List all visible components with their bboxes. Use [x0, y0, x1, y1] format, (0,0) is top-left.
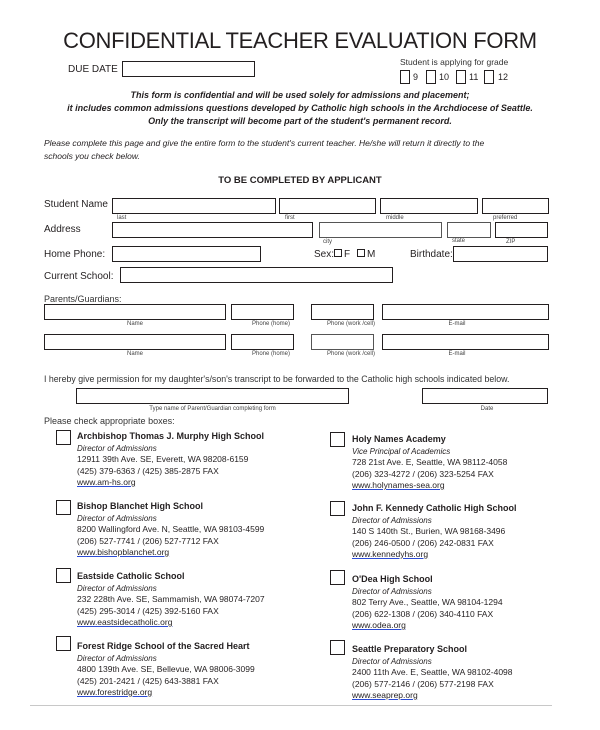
school-phone: (425) 379-6363 / (425) 385-2875 FAX: [77, 465, 219, 476]
school-contact-role: Director of Admissions: [77, 653, 157, 663]
grade-12-label: 12: [498, 72, 509, 82]
school-contact-role: Director of Admissions: [352, 586, 432, 596]
birthdate-field[interactable]: [453, 246, 548, 262]
school-contact-role: Director of Admissions: [77, 583, 157, 593]
bottom-divider: [30, 705, 552, 706]
city-sublabel: city: [323, 239, 332, 245]
current-school-field[interactable]: [120, 267, 393, 283]
middle-sublabel: middle: [386, 215, 404, 221]
school-forest-ridge-checkbox[interactable]: [56, 636, 71, 651]
school-murphy-checkbox[interactable]: [56, 430, 71, 445]
school-address: 802 Terry Ave., Seattle, WA 98104-1294: [352, 597, 503, 607]
student-name-label: Student Name: [44, 199, 108, 210]
school-website-link[interactable]: www.holynames-sea.org: [352, 480, 445, 490]
school-contact-role: Vice Principal of Academics: [352, 446, 451, 456]
grade-12-checkbox[interactable]: [484, 70, 494, 84]
guardians-label: Parents/Guardians:: [44, 294, 122, 304]
school-address: 728 21st Ave. E, Seattle, WA 98112-4058: [352, 457, 508, 467]
guardian-1-email-sublabel: E-mail: [448, 321, 466, 327]
school-website-link[interactable]: www.am-hs.org: [77, 477, 136, 487]
last-name-field[interactable]: [112, 198, 276, 214]
school-phone: (206) 246-0500 / (206) 242-0831 FAX: [352, 537, 494, 548]
school-address: 8200 Wallingford Ave. N, Seattle, WA 98103-4599: [77, 524, 265, 534]
school-address: 4800 139th Ave. SE, Bellevue, WA 98006-3099: [77, 664, 255, 674]
notice-line-3: Only the transcript will become part of the student's permanent record.: [148, 116, 452, 126]
school-holy-names-checkbox[interactable]: [330, 432, 345, 447]
city-field[interactable]: [319, 222, 442, 238]
school-seattle-prep: [352, 644, 592, 702]
school-name: Seattle Preparatory School: [352, 644, 468, 654]
guardian-2-name-field[interactable]: [44, 334, 226, 350]
school-address: 232 228th Ave. SE, Sammamish, WA 98074-7207: [77, 594, 265, 604]
school-eastside-checkbox[interactable]: [56, 568, 71, 583]
zip-sublabel: ZIP: [506, 239, 516, 245]
school-name: Archbishop Thomas J. Murphy High School: [77, 431, 265, 441]
school-contact-role: Director of Admissions: [352, 656, 432, 666]
guardian-2-name-sublabel: Name: [126, 351, 143, 357]
due-date-field[interactable]: [122, 61, 255, 77]
due-date-label: DUE DATE: [68, 64, 118, 75]
school-name: Bishop Blanchet High School: [77, 501, 204, 511]
home-phone-field[interactable]: [112, 246, 261, 262]
permission-date-sublabel: Date: [480, 406, 494, 412]
school-blanchet: [77, 501, 317, 559]
guardian-1-name-field[interactable]: [44, 304, 226, 320]
current-school-label: Current School:: [44, 271, 114, 282]
school-name: John F. Kennedy Catholic High School: [352, 503, 517, 513]
guardian-2-phone-home-sublabel: Phone (home): [251, 351, 291, 357]
sex-f-label: F: [344, 249, 351, 260]
sex-f-checkbox[interactable]: [334, 249, 342, 257]
school-name: Holy Names Academy: [352, 434, 446, 444]
school-kennedy: [352, 503, 592, 561]
school-website-link[interactable]: www.eastsidecatholic.org: [77, 617, 173, 627]
school-phone: (206) 577-2146 / (206) 577-2198 FAX: [352, 678, 494, 689]
sex-label: Sex:: [314, 249, 335, 260]
school-phone: (425) 201-2421 / (425) 643-3881 FAX: [77, 675, 219, 686]
guardian-signature-sublabel: Type name of Parent/Guardian completing form: [149, 406, 276, 412]
grade-prompt: Student is applying for grade: [400, 57, 509, 67]
school-website-link[interactable]: www.odea.org: [352, 620, 406, 630]
school-website-link[interactable]: www.bishopblanchet.org: [77, 547, 170, 557]
preferred-sublabel: preferred: [493, 215, 518, 221]
permission-text: I hereby give permission for my daughter's/son's transcript to be forwarded to the Catholic high schools indicated below.: [44, 374, 510, 384]
school-odea: [352, 574, 592, 632]
school-name: Forest Ridge School of the Sacred Heart: [77, 641, 250, 651]
school-phone: (206) 527-7741 / (206) 527-7712 FAX: [77, 535, 219, 546]
guardian-1-phone-home-sublabel: Phone (home): [251, 321, 291, 327]
zip-field[interactable]: [495, 222, 548, 238]
preferred-name-field[interactable]: [482, 198, 549, 214]
school-contact-role: Director of Admissions: [77, 443, 157, 453]
birthdate-label: Birthdate:: [410, 249, 453, 260]
school-holy-names: [352, 434, 592, 492]
state-field[interactable]: [447, 222, 491, 238]
form-title: CONFIDENTIAL TEACHER EVALUATION FORM: [63, 28, 537, 53]
school-website-link[interactable]: www.forestridge.org: [77, 687, 153, 697]
guardian-1-phone-work-sublabel: Phone (work /cell): [326, 321, 376, 327]
first-name-field[interactable]: [279, 198, 376, 214]
school-address: 12911 39th Ave. SE, Everett, WA 98208-6159: [77, 454, 249, 464]
school-website-link[interactable]: www.seaprep.org: [352, 690, 418, 700]
school-website-link[interactable]: www.kennedyhs.org: [352, 549, 429, 559]
first-sublabel: first: [285, 215, 295, 221]
sex-m-checkbox[interactable]: [357, 249, 365, 257]
school-address: 2400 11th Ave. E, Seattle, WA 98102-4098: [352, 667, 513, 677]
school-forest-ridge: [77, 641, 317, 699]
middle-name-field[interactable]: [380, 198, 478, 214]
guardian-2-email-sublabel: E-mail: [448, 351, 466, 357]
instructions-line-1: Please complete this page and give the entire form to the student's current teacher. He/she will return it directly to the: [44, 138, 485, 148]
guardian-2-phone-work-sublabel: Phone (work /cell): [326, 351, 376, 357]
school-phone: (425) 295-3014 / (425) 392-5160 FAX: [77, 605, 219, 616]
guardian-signature-name-field[interactable]: [76, 388, 349, 404]
state-sublabel: state: [452, 238, 466, 244]
section-title: TO BE COMPLETED BY APPLICANT: [218, 175, 382, 186]
notice-line-1: This form is confidential and will be used solely for admissions and placement;: [130, 90, 470, 100]
grade-11-checkbox[interactable]: [456, 70, 466, 84]
instructions-line-2: schools you check below.: [44, 151, 140, 161]
school-contact-role: Director of Admissions: [352, 515, 432, 525]
school-murphy: [77, 431, 317, 489]
school-name: Eastside Catholic School: [77, 571, 185, 581]
notice-line-2: it includes common admissions questions developed by Catholic high schools in the Archdiocese of Seattle.: [67, 103, 533, 113]
grade-9-checkbox[interactable]: [400, 70, 410, 84]
school-eastside: [77, 571, 317, 629]
guardian-1-phone-home-field[interactable]: [231, 304, 294, 320]
last-sublabel: last: [117, 215, 127, 221]
home-phone-label: Home Phone:: [44, 249, 106, 260]
guardian-1-phone-work-field[interactable]: [311, 304, 374, 320]
street-address-field[interactable]: [112, 222, 313, 238]
school-phone: (206) 323-4272 / (206) 323-5254 FAX: [352, 468, 494, 479]
school-blanchet-checkbox[interactable]: [56, 500, 71, 515]
school-seattle-prep-checkbox[interactable]: [330, 640, 345, 655]
grade-10-label: 10: [439, 72, 450, 82]
address-label: Address: [44, 224, 81, 235]
grade-9-label: 9: [413, 72, 419, 82]
school-name: O'Dea High School: [352, 574, 433, 584]
guardian-2-phone-work-field[interactable]: [311, 334, 374, 350]
sex-m-label: M: [367, 249, 376, 260]
guardian-1-name-sublabel: Name: [126, 321, 143, 327]
grade-11-label: 11: [469, 72, 479, 82]
guardian-2-phone-home-field[interactable]: [231, 334, 294, 350]
school-contact-role: Director of Admissions: [77, 513, 157, 523]
schools-prompt: Please check appropriate boxes:: [44, 416, 175, 426]
guardian-2-email-field[interactable]: [382, 334, 549, 350]
guardian-1-email-field[interactable]: [382, 304, 549, 320]
school-phone: (206) 622-1308 / (206) 340-4110 FAX: [352, 608, 494, 619]
grade-10-checkbox[interactable]: [426, 70, 436, 84]
permission-date-field[interactable]: [422, 388, 548, 404]
school-address: 140 S 140th St., Burien, WA 98168-3496: [352, 526, 506, 536]
school-odea-checkbox[interactable]: [330, 570, 345, 585]
school-kennedy-checkbox[interactable]: [330, 501, 345, 516]
